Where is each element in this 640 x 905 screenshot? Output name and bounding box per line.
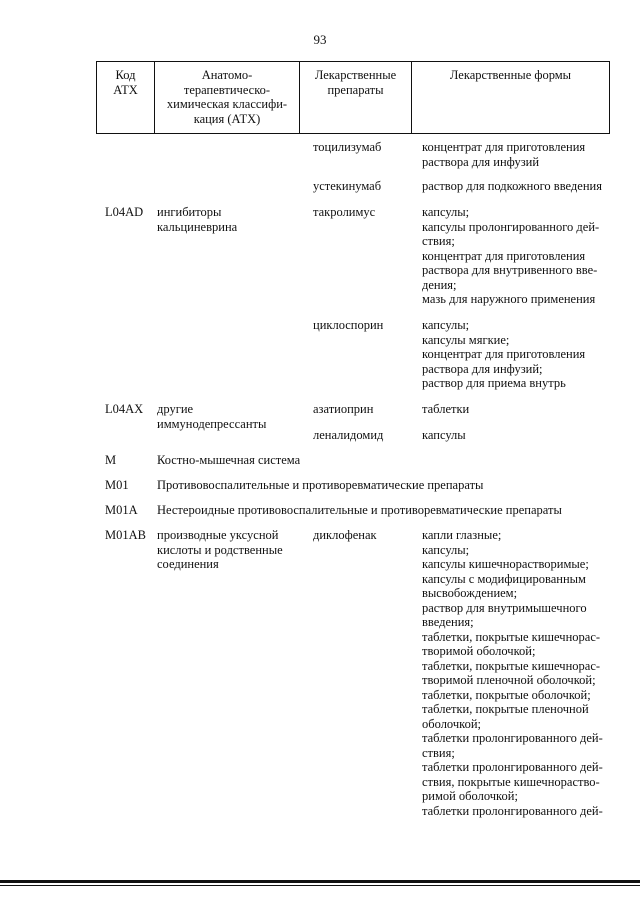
row-section: Противовоспалительные и противоревматические препараты <box>157 478 484 492</box>
row-drug: устекинумаб <box>313 179 382 193</box>
row-forms: капсулы; капсулы пролонгированного дей- ствия; концентрат для приготовления раствора для внутривенного вве- дения; мазь для наружного применения <box>422 205 600 306</box>
header-classification: Анатомо- терапевтическо- химическая классифи- кация (АТХ) <box>154 62 299 133</box>
row-code: M01 <box>105 478 129 492</box>
row-code: M01AB <box>105 528 146 542</box>
row-drug: тоцилизумаб <box>313 140 382 154</box>
row-forms: капсулы; капсулы мягкие; концентрат для приготовления раствора для инфузий; раствор для приема внутрь <box>422 318 586 390</box>
row-forms: капли глазные; капсулы; капсулы кишечнорастворимые; капсулы с модифицированным высвобождением; раствор для внутримышечного введения; таблетки, покрытые кишечнорас- творимой оболочкой; таблетки, покрытые кишечнорас- творимой пленочной оболочкой; таблетки, покрытые оболочкой; таблетки, покрытые пленочной оболочкой; таблетки пролонгированного дей- ствия; таблетки пролонгированного дей- ствия, покрытые кишечнораство- римой оболочкой; таблетки пролонгированного дей- <box>422 528 603 818</box>
header-code: Код АТХ <box>113 68 138 97</box>
row-group: ингибиторы кальциневрина <box>157 205 238 234</box>
row-drug: леналидомид <box>313 428 384 442</box>
row-forms: концентрат для приготовления раствора для инфузий <box>422 140 586 169</box>
row-drug: азатиоприн <box>313 402 374 416</box>
header-forms: Лекарственные формы <box>411 62 609 133</box>
row-forms: таблетки <box>422 402 470 416</box>
row-code: L04AD <box>105 205 144 219</box>
row-code: M <box>105 453 117 467</box>
header-drugs: Лекарственные препараты <box>299 62 411 133</box>
row-group: другие иммунодепрессанты <box>157 402 267 431</box>
row-forms: раствор для подкожного введения <box>422 179 602 193</box>
footer-rule <box>0 880 640 883</box>
row-section: Костно-мышечная система <box>157 453 301 467</box>
row-drug: такролимус <box>313 205 376 219</box>
row-drug: диклофенак <box>313 528 377 542</box>
row-group: производные уксусной кислоты и родственные соединения <box>157 528 283 571</box>
page-number: 93 <box>313 32 327 47</box>
row-section: Нестероидные противовоспалительные и противоревматические препараты <box>157 503 562 517</box>
table-header <box>96 61 610 134</box>
footer-rule-thin <box>0 885 640 886</box>
row-code: M01A <box>105 503 138 517</box>
row-drug: циклоспорин <box>313 318 384 332</box>
row-forms: капсулы <box>422 428 466 442</box>
row-code: L04AX <box>105 402 144 416</box>
